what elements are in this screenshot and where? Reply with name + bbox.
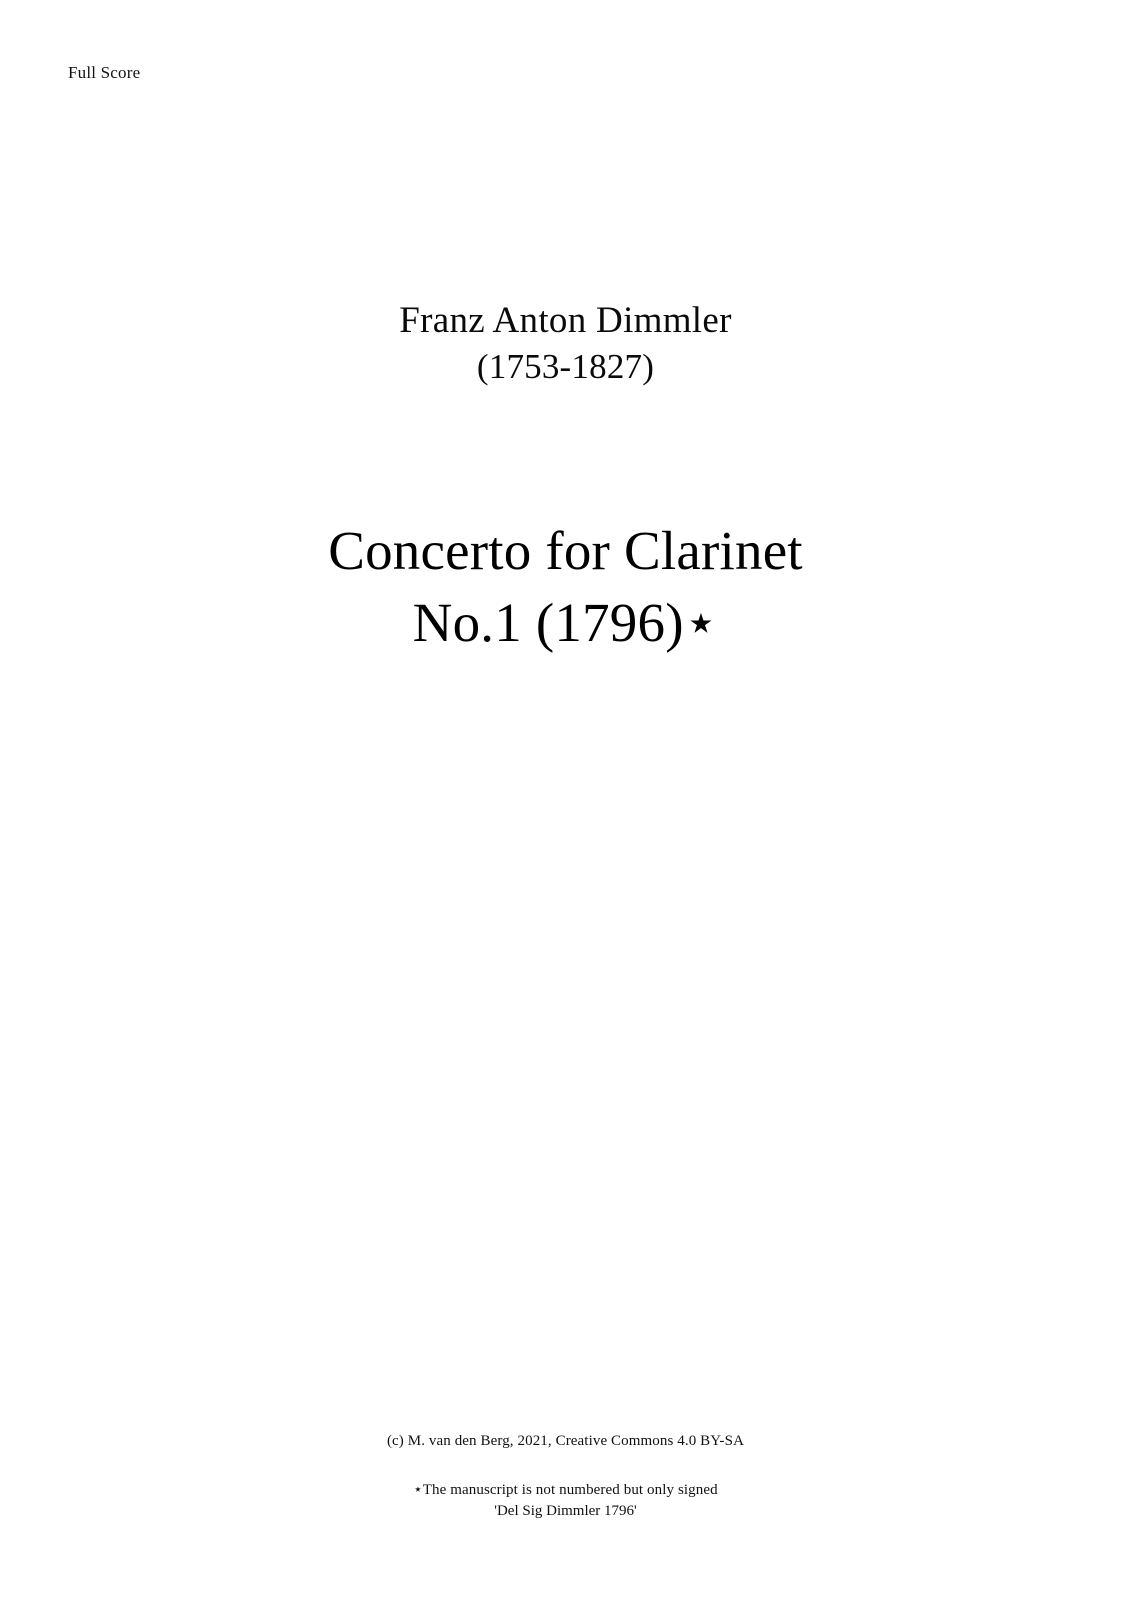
composer-block <box>0 298 1131 390</box>
composer-dates: (1753-1827) <box>476 347 655 386</box>
page-title-line-1: Concerto for Clarinet <box>328 520 803 581</box>
footer-block <box>0 1430 1131 1522</box>
composer-name: Franz Anton Dimmler <box>399 300 732 341</box>
work-title-block <box>0 515 1131 659</box>
footnote-line-1: ⋆The manuscript is not numbered but only signed <box>413 1482 718 1498</box>
copyright-notice: (c) M. van den Berg, 2021, Creative Commons 4.0 BY-SA <box>386 1433 745 1449</box>
footnote-line-2: 'Del Sig Dimmler 1796' <box>494 1503 637 1519</box>
full-score-label: Full Score <box>68 63 141 82</box>
page-title-line-2: No.1 (1796)⋆ <box>412 592 719 653</box>
